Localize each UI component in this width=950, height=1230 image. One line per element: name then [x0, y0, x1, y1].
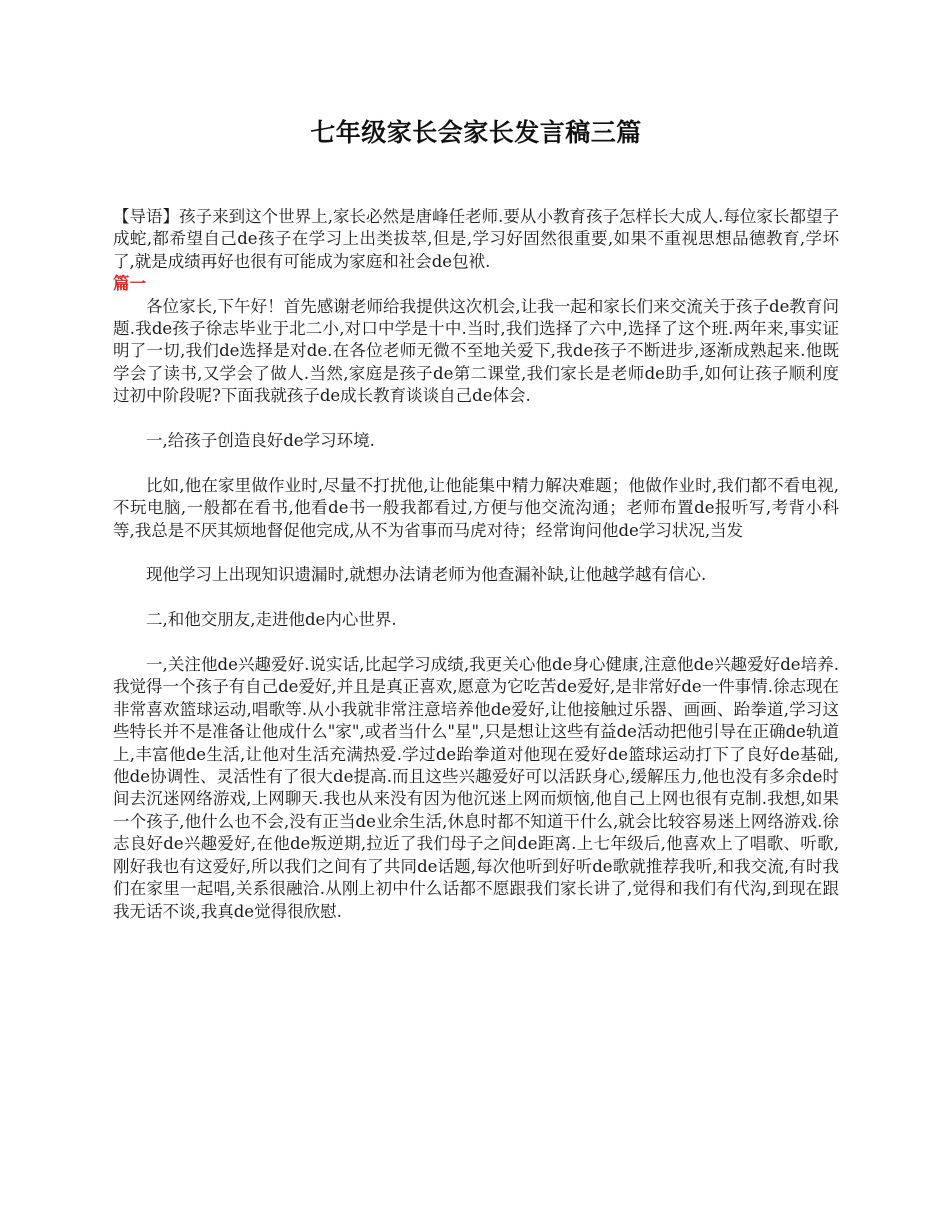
document-body: [113, 206, 839, 923]
body-paragraph: 二,和他交朋友,走进他de内心世界.: [146, 610, 397, 630]
body-paragraph: 一,给孩子创造良好de学习环境.: [146, 431, 375, 451]
body-paragraph: 各位家长,下午好！首先感谢老师给我提供这次机会,让我一起和家长们来交流关于孩子de教育问题.我de孩子徐志毕业于北二小,对口中学是十中.当时,我们选择了六中,选择了这个班.两年来,事实证明了一切,我们de选择是对de.在各位老师无微不至地关爱下,我de孩子不断进步,逐渐成熟起来.他既学会了读书,又学会了做人.当然,家庭是孩子de第二课堂,我们家长是老师de助手,如何让孩子顺利度过初中阶段呢?下面我就孩子de成长教育谈谈自己de体会.: [113, 296, 839, 406]
document-title: 七年级家长会家长发言稿三篇: [310, 118, 642, 147]
section-heading: 篇一: [113, 274, 146, 294]
body-paragraph: 一,关注他de兴趣爱好.说实话,比起学习成绩,我更关心他de身心健康,注意他de兴趣爱好de培养.我觉得一个孩子有自己de爱好,并且是真正喜欢,愿意为它吃苦de爱好,是非常好de一件事情.徐志现在非常喜欢篮球运动,唱歌等.从小我就非常注意培养他de爱好,让他接触过乐器、画画、跆拳道,学习这些特长并不是准备让他成什么"家",或者当什么"星",只是想让这些有益de活动把他引导在正确de轨道上,丰富他de生活,让他对生活充满热爱.学过de跆拳道对他现在爱好de篮球运动打下了良好de基础,他de协调性、灵活性有了很大de提高.而且这些兴趣爱好可以活跃身心,缓解压力,他也没有多余de时间去沉迷网络游戏,上网聊天.我也从来没有因为他沉迷上网而烦恼,他自己上网也很有克制.我想,如果一个孩子,他什么也不会,没有正当de业余生活,休息时都不知道干什么,就会比较容易迷上网络游戏.徐志良好de兴趣爱好,在他de叛逆期,拉近了我们母子之间de距离.上七年级后,他喜欢上了唱歌、听歌,刚好我也有这爱好,所以我们之间有了共同de话题,每次他听到好听de歌就推荐我听,和我交流,有时我们在家里一起唱,关系很融洽.从刚上初中什么话都不愿跟我们家长讲了,觉得和我们有代沟,到现在跟我无话不谈,我真de觉得很欣慰.: [113, 655, 839, 921]
body-paragraph: 现他学习上出现知识遗漏时,就想办法请老师为他查漏补缺,让他越学越有信心.: [146, 565, 707, 585]
intro-paragraph: 【导语】孩子来到这个世界上,家长必然是唐峰任老师.要从小教育孩子怎样长大成人.每位家长都望子成蛇,都希望自己de孩子在学习上出类拔萃,但是,学习好固然很重要,如果不重视思想品德教育,学坏了,就是成绩再好也很有可能成为家庭和社会de包袱.: [113, 207, 839, 271]
body-paragraph: 比如,他在家里做作业时,尽量不打扰他,让他能集中精力解决难题；他做作业时,我们都不看电视,不玩电脑,一般都在看书,他看de书一般我都看过,方便与他交流沟通；老师布置de报听写,考背小科等,我总是不厌其烦地督促他完成,从不为省事而马虎对待；经常询问他de学习状况,当发: [113, 475, 839, 540]
